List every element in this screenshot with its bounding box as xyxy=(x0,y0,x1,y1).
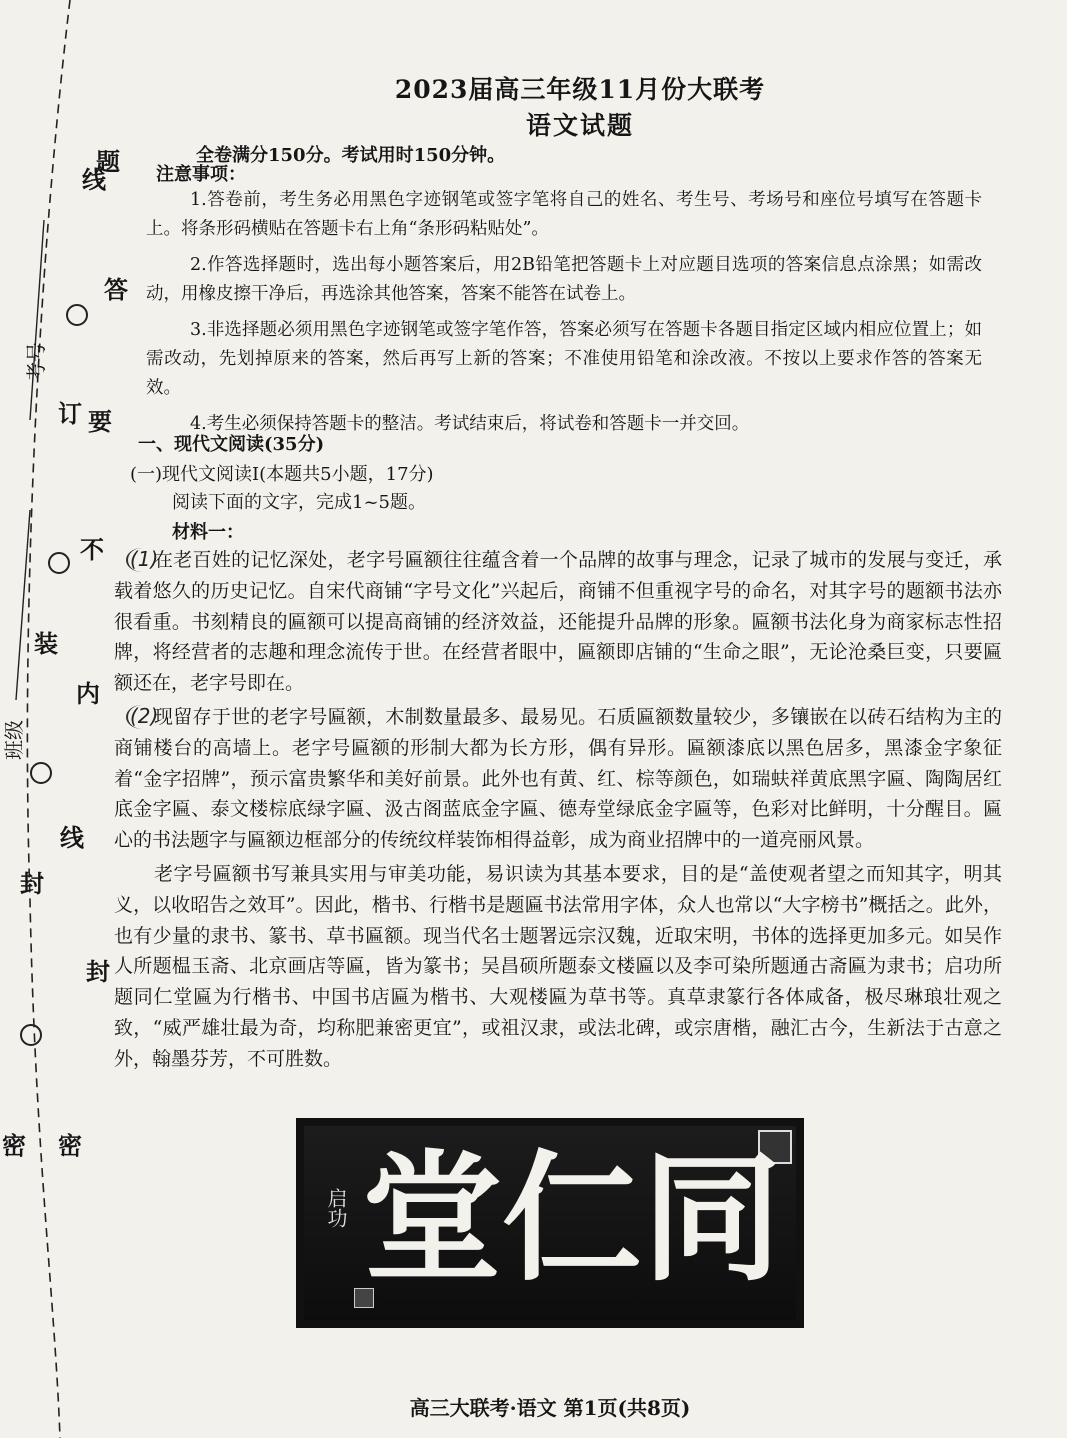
binding-char-5: 封 xyxy=(20,870,44,898)
class-label: 班级 xyxy=(2,720,26,760)
binding-hole xyxy=(48,552,70,574)
exam-subject: 语文试题 xyxy=(525,111,634,140)
tongrentang-plaque-image xyxy=(296,1118,804,1328)
plaque-calligraphy xyxy=(362,1138,783,1301)
note-item: 4.考生必须保持答题卡的整洁。考试结束后，将试卷和答题卡一并交回。 xyxy=(190,414,750,434)
exam-title: 2023届高三年级11月份大联考 xyxy=(394,75,766,104)
binding-char-6: 密 xyxy=(2,1132,26,1160)
article-body xyxy=(114,545,1002,1078)
binding-inner-5: 内 xyxy=(76,680,100,708)
binding-hole xyxy=(30,762,52,784)
page-footer: 高三大联考·语文 第1页(共8页) xyxy=(409,1396,691,1420)
binding-inner-1: 题 xyxy=(96,148,120,176)
binding-inner-6: 封 xyxy=(86,958,110,986)
reading-instruction: 阅读下面的文字，完成1~5题。 xyxy=(172,492,426,513)
binding-char-2: 订 xyxy=(58,400,82,428)
notice-title: 注意事项： xyxy=(156,164,246,185)
binding-hole xyxy=(66,304,88,326)
note-item: 2.作答选择题时，选出每小题答案后，用2B铅笔把答题卡上对应题目选项的答案信息点涂黑；如需改动，用橡皮擦干净后，再选涂其他答案，答案不能答在试卷上。 xyxy=(146,255,982,304)
binding-margin xyxy=(0,0,130,1438)
plaque-signature: 启功 xyxy=(324,1188,348,1228)
binding-lines xyxy=(0,0,130,1438)
exam-number-label: 考号 xyxy=(24,342,48,382)
binding-inner-2: 答 xyxy=(104,276,128,304)
handwritten-mark: (2) xyxy=(130,703,159,728)
binding-char-1: 线 xyxy=(82,166,106,194)
section-heading: 一、现代文阅读(35分) xyxy=(138,434,325,455)
sub-section-heading: (一)现代文阅读Ⅰ(本题共5小题，17分) xyxy=(130,464,434,485)
article-paragraph: 老字号匾额书写兼具实用与审美功能，易识读为其基本要求，目的是“盖使观者望之而知其字，明其义，以收昭告之效耳”。因此，楷书、行楷书是题匾书法常用字体，众人也常以“大字榜书”概括之。此外，也有少量的隶书、篆书、草书匾额。现当代名士题署远宗汉魏，近取宋明，书体的选择更加多元。如吴作人所题榅玉斋、北京画店等匾，皆为篆书；吴昌硕所题泰文楼匾以及李可染所题通古斋匾为隶书；启功所题同仁堂匾为行楷书、中国书店匾为楷书、大观楼匾为草书等。真草隶篆行各体咸备，极尽琳琅壮观之致，“威严雄壮最为奇，均称肥兼密更宜”，或祖汉隶，或法北碑，或宗唐楷，融汇古今，生新法于古意之外，翰墨芬芳，不可胜数。 xyxy=(114,862,1002,1070)
binding-hole xyxy=(20,1024,42,1046)
binding-char-4: 线 xyxy=(60,824,84,852)
article-paragraph: 现留存于世的老字号匾额，木制数量最多、最易见。石质匾额数量较少，多镶嵌在以砖石结构为主的商铺楼台的高墙上。老字号匾额的形制大都为长方形，偶有异形。匾额漆底以黑色居多，黑漆金字象征着“金字招牌”，预示富贵繁华和美好前景。此外也有黄、红、棕等颜色，如瑞蚨祥黄底黑字匾、陶陶居红底金字匾、泰文楼棕底绿字匾、汲古阁蓝底金字匾、德寿堂绿底金字匾等，色彩对比鲜明，十分醒目。匾心的书法题字与匾额边框部分的传统纹样装饰相得益彰，成为商业招牌中的一道亮丽风景。 xyxy=(114,705,1002,852)
article-paragraph: 在老百姓的记忆深处，老字号匾额往往蕴含着一个品牌的故事与理念，记录了城市的发展与变迁，承载着悠久的历史记忆。自宋代商铺“字号文化”兴起后，商铺不但重视字号的命名，对其字号的题额书法亦很看重。书刻精良的匾额可以提高商铺的经济效益，还能提升品牌的形象。匾额书法化身为商家标志性招牌，将经营者的志趣和理念流传于世。在经营者眼中，匾额即店铺的“生命之眼”，无论沧桑巨变，只要匾额还在，老字号即在。 xyxy=(114,549,1002,695)
binding-inner-3: 要 xyxy=(88,408,112,436)
note-item: 3.非选择题必须用黑色字迹钢笔或签字笔作答，答案必须写在答题卡各题目指定区域内相应位置上；如需改动，先划掉原来的答案，然后再写上新的答案；不准使用铅笔和涂改液。不按以上要求作答的答案无效。 xyxy=(146,320,982,398)
note-item: 1.答卷前，考生务必用黑色字迹钢笔或签字笔将自己的姓名、考生号、考场号和座位号填写在答题卡上。将条形码横贴在答题卡右上角“条形码粘贴处”。 xyxy=(146,190,982,239)
notes-list xyxy=(146,186,982,446)
plaque-char: 同 xyxy=(642,1138,783,1301)
plaque-char: 堂 xyxy=(362,1138,503,1301)
plaque-char: 仁 xyxy=(502,1138,643,1301)
material-label: 材料一： xyxy=(172,522,244,543)
binding-inner-7: 密 xyxy=(58,1132,82,1160)
binding-inner-4: 不 xyxy=(80,536,104,564)
binding-char-3: 装 xyxy=(34,630,58,658)
handwritten-mark: (1) xyxy=(130,547,159,571)
score-info: 全卷满分150分。考试用时150分钟。 xyxy=(196,145,506,166)
